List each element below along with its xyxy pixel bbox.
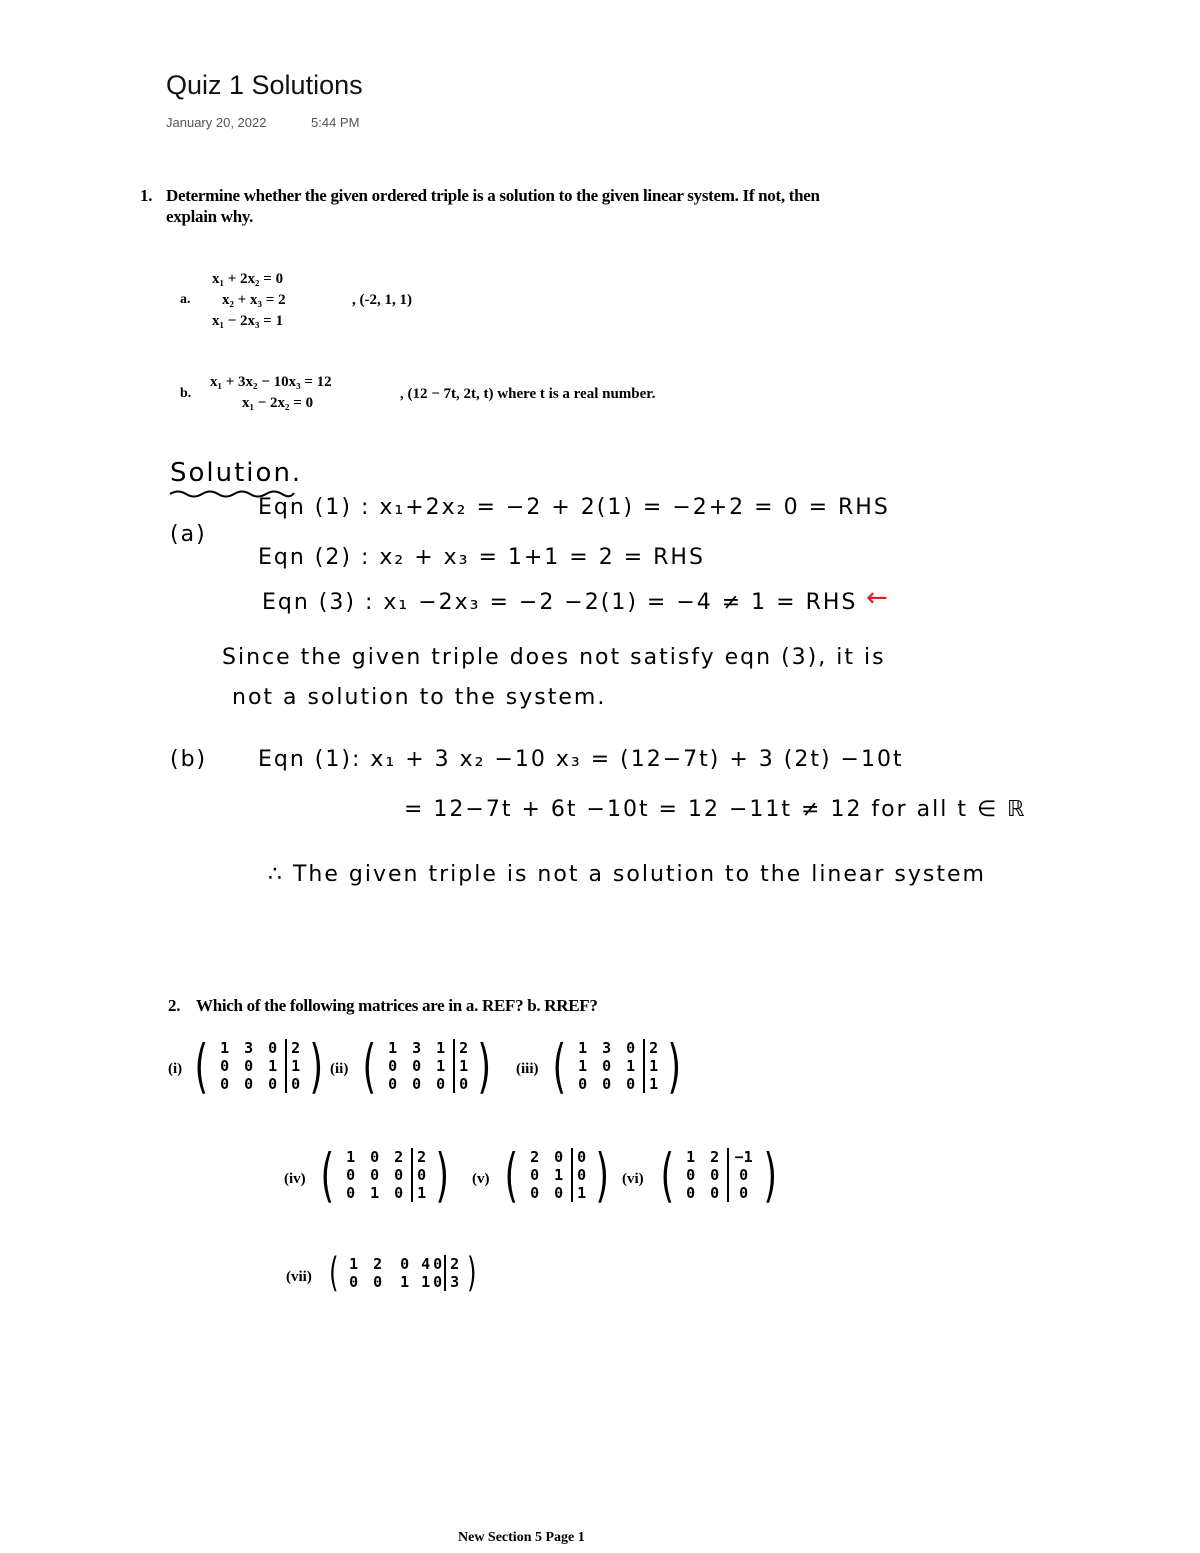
solution-b-line2: = 12−7t + 6t −10t = 12 −11t ≠ 12 for all t ∈ ℝ <box>404 797 1027 822</box>
solution-b-label: (b) <box>170 747 208 772</box>
solution-a-line1: Eqn (1) : x₁+2x₂ = −2 + 2(1) = −2+2 = 0 = RHS <box>258 495 890 520</box>
q1a-triple: , (-2, 1, 1) <box>352 292 412 308</box>
matrix-v: ( 2 0 0 0 1 0 0 0 1 ) <box>504 1141 609 1209</box>
matrix-iv: ( 1 0 2 2 0 0 0 0 0 1 0 1 ) <box>320 1141 449 1209</box>
matrix-ii: ( 1 3 1 2 0 0 1 1 0 0 0 0 ) <box>362 1032 491 1100</box>
page-title: Quiz 1 Solutions <box>166 70 363 100</box>
matrix-vi: ( 1 2 −1 0 0 0 0 0 0 ) <box>660 1141 777 1209</box>
matrix-vii: ( 1 2 0 4 0 2 0 0 1 1 0 3 ) <box>329 1250 477 1296</box>
matrix-ii-label: (ii) <box>330 1061 349 1077</box>
matrix-v-label: (v) <box>472 1171 490 1187</box>
q1-text-line2: explain why. <box>166 207 254 226</box>
matrix-iii-label: (iii) <box>516 1061 539 1077</box>
q1-number: 1. <box>140 186 153 205</box>
matrix-vi-label: (vi) <box>622 1171 644 1187</box>
q1b-eq1: x₁ + 3x₂ − 10x₃ = 12 <box>210 374 332 390</box>
q2-number: 2. <box>168 996 181 1015</box>
q1a-eq1: x₁ + 2x₂ = 0 <box>212 271 284 287</box>
matrix-vii-label: (vii) <box>286 1269 312 1285</box>
red-arrow-icon: ← <box>866 583 890 613</box>
matrix-iii: ( 1 3 0 2 1 0 1 1 0 0 0 1 ) <box>552 1032 681 1100</box>
matrix-iv-label: (iv) <box>284 1171 306 1187</box>
solution-a-conclusion-line1: Since the given triple does not satisfy eqn (3), it is <box>222 645 886 670</box>
q1a-label: a. <box>180 292 191 307</box>
solution-b-line1: Eqn (1): x₁ + 3 x₂ −10 x₃ = (12−7t) + 3 (2t) −10t <box>258 747 904 772</box>
solution-b-conclusion: ∴ The given triple is not a solution to the linear system <box>268 862 986 887</box>
q1a-eq2: x₂ + x₃ = 2 <box>222 292 286 308</box>
q1b-triple: , (12 − 7t, 2t, t) where t is a real number. <box>400 386 656 402</box>
page-date: January 20, 2022 <box>166 115 267 130</box>
solution-a-label: (a) <box>170 522 207 547</box>
q1b-label: b. <box>180 386 192 401</box>
q1-text-line1: Determine whether the given ordered triple is a solution to the given linear system. If not, then <box>166 186 820 205</box>
solution-a-line3: Eqn (3) : x₁ −2x₃ = −2 −2(1) = −4 ≠ 1 = RHS <box>262 590 858 615</box>
q1a-eq3: x₁ − 2x₃ = 1 <box>212 313 284 329</box>
solution-heading: Solution. <box>170 458 303 488</box>
page-footer: New Section 5 Page 1 <box>458 1530 585 1545</box>
solution-a-line2: Eqn (2) : x₂ + x₃ = 1+1 = 2 = RHS <box>258 545 705 570</box>
q1b-eq2: x₁ − 2x₂ = 0 <box>242 395 314 411</box>
matrix-i: ( 1 3 0 2 0 0 1 1 0 0 0 0 ) <box>194 1032 323 1100</box>
q2-text: Which of the following matrices are in a. REF? b. RREF? <box>196 996 598 1015</box>
solution-a-conclusion-line2: not a solution to the system. <box>232 685 607 710</box>
page-time: 5:44 PM <box>311 115 360 130</box>
matrix-i-label: (i) <box>168 1061 183 1077</box>
